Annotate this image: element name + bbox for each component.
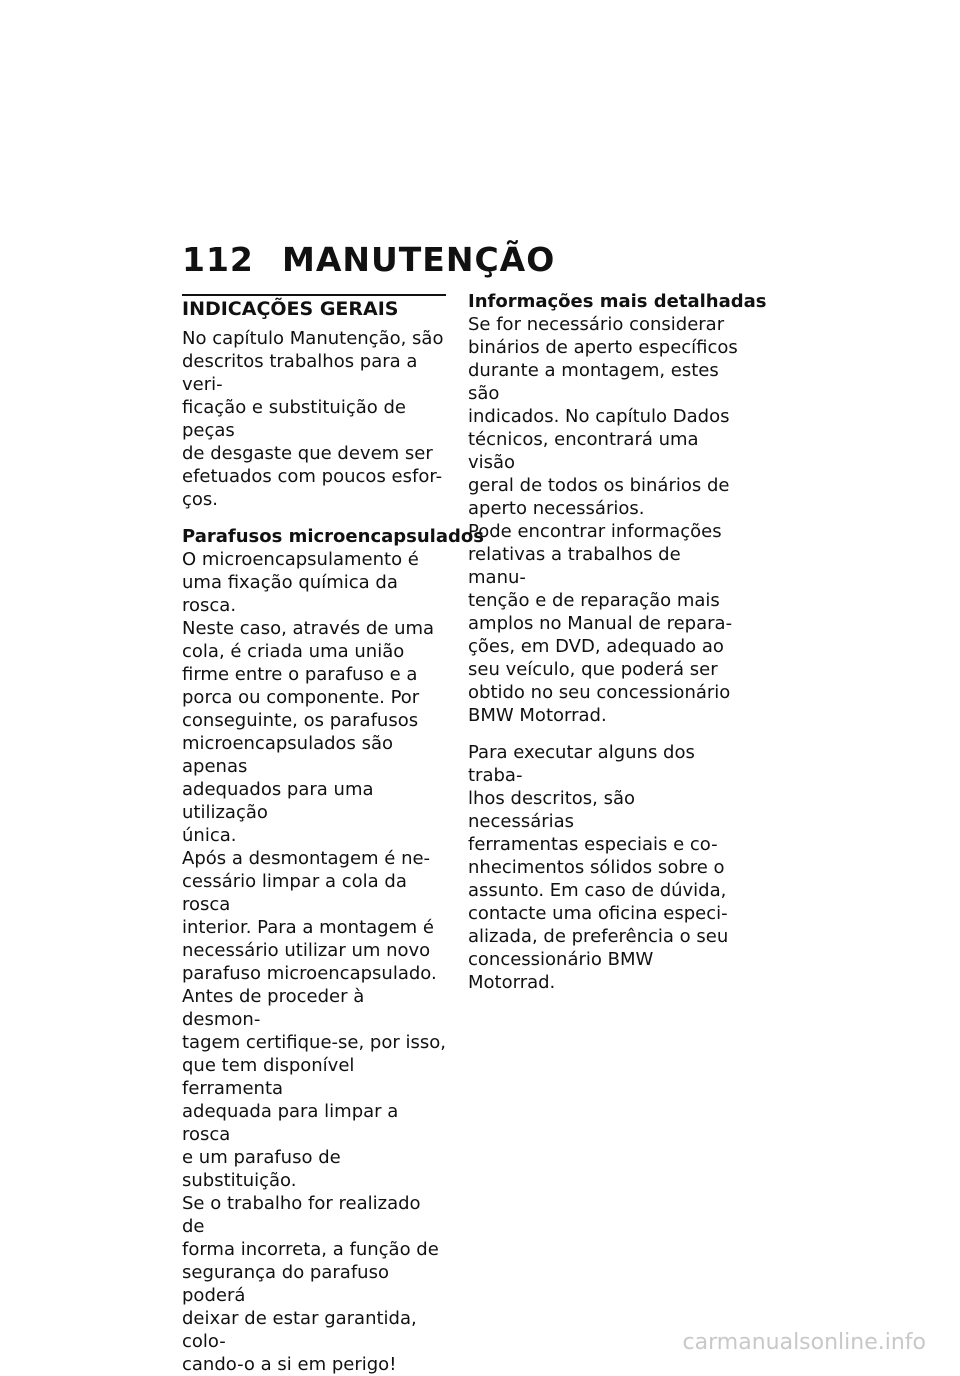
page-number: 112	[182, 240, 254, 279]
footer-watermark: carmanualsonline.info	[682, 1330, 926, 1355]
intro-paragraph: No capítulo Manutenção, são descritos trabalhos para a veri- ficação e substituição de peças de desgaste que devem ser efetuados com poucos esfor- ços.	[182, 328, 444, 510]
paragraph-tightening-torques: Se for necessário considerar binários de aperto específicos durante a montagem, estes são indicados. No capítulo Dados técnicos, encontrará uma visão geral de todos os binários de aperto necessários.	[468, 314, 738, 519]
paragraph-disassembly: Após a desmontagem é ne- cessário limpar a cola da rosca interior. Para a montagem é necessário utilizar um novo parafuso microencapsulado.	[182, 848, 437, 984]
paragraph-special-tools: Para executar alguns dos traba- lhos descritos, são necessárias ferramentas especiais e co- nhecimentos sólidos sobre o assunto. Em caso de dúvida, contacte uma oficina especi- alizada, de preferência o seu concessionário BMW Motorrad.	[468, 742, 729, 993]
paragraph-microencapsulation: O microencapsulamento é uma fixação química da rosca. Neste caso, através de uma cola, é criada uma união firme entre o parafuso e a porca ou componente. Por conseguinte, os parafusos microencapsulados são apenas adequados para uma utilização única.	[182, 549, 435, 846]
paragraph-repair-manual: Pode encontrar informações relativas a trabalhos de manu- tenção e de reparação mais amplos no Manual de repara- ções, em DVD, adequado ao seu veículo, que poderá ser obtido no seu concessionário BMW Motorrad.	[468, 521, 733, 726]
left-column	[182, 298, 484, 1376]
subheading-detailed-information: Informações mais detalhadas	[468, 291, 767, 312]
subheading-microencapsulated-screws: Parafusos microencapsulados	[182, 526, 484, 547]
page-header	[182, 240, 555, 279]
right-column	[468, 290, 767, 1000]
section-divider	[182, 294, 446, 296]
section-title: INDICAÇÕES GERAIS	[182, 298, 399, 320]
paragraph-warning: Se o trabalho for realizado de forma incorreta, a função de segurança do parafuso poderá deixar de estar garantida, colo- cando-o a si em perigo!	[182, 1193, 439, 1375]
chapter-title: MANUTENÇÃO	[282, 240, 556, 279]
paragraph-preparation: Antes de proceder à desmon- tagem certifique-se, por isso, que tem disponível ferramenta adequada para limpar a rosca e um parafuso de substituição.	[182, 986, 446, 1191]
